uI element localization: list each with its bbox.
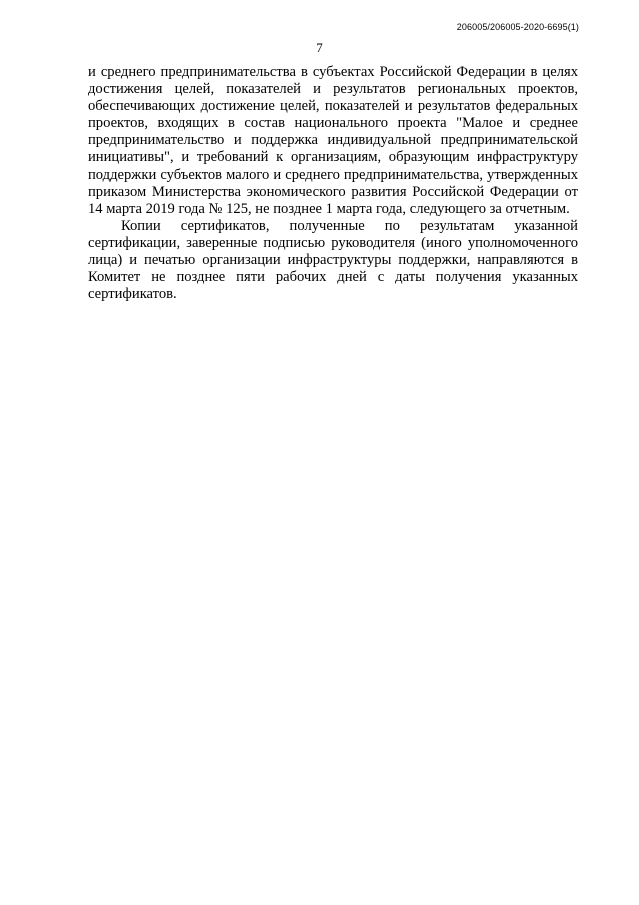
document-id: 206005/206005-2020-6695(1) [456, 22, 579, 32]
paragraph-certificate-copies: Копии сертификатов, полученные по результатам указанной сертификации, заверенные подписью руководителя (иного уполномоченного лица) и печатью организации инфраструктуры поддержки, направляются в Комитет не позднее пяти рабочих дней с даты получения указанных сертификатов. [88, 217, 578, 303]
document-body [88, 64, 578, 303]
paragraph-continued: и среднего предпринимательства в субъектах Российской Федерации в целях достижения целей, показателей и результатов региональных проектов, обеспечивающих достижение целей, показателей и результатов федеральных проектов, входящих в состав национального проекта "Малое и среднее предпринимательство и поддержка индивидуальной предпринимательской инициативы", и требований к организациям, образующим инфраструктуру поддержки субъектов малого и среднего предпринимательства, утвержденных приказом Министерства экономического развития Российской Федерации от 14 марта 2019 года № 125, не позднее 1 марта года, следующего за отчетным. [88, 64, 578, 217]
page-number: 7 [316, 40, 323, 55]
